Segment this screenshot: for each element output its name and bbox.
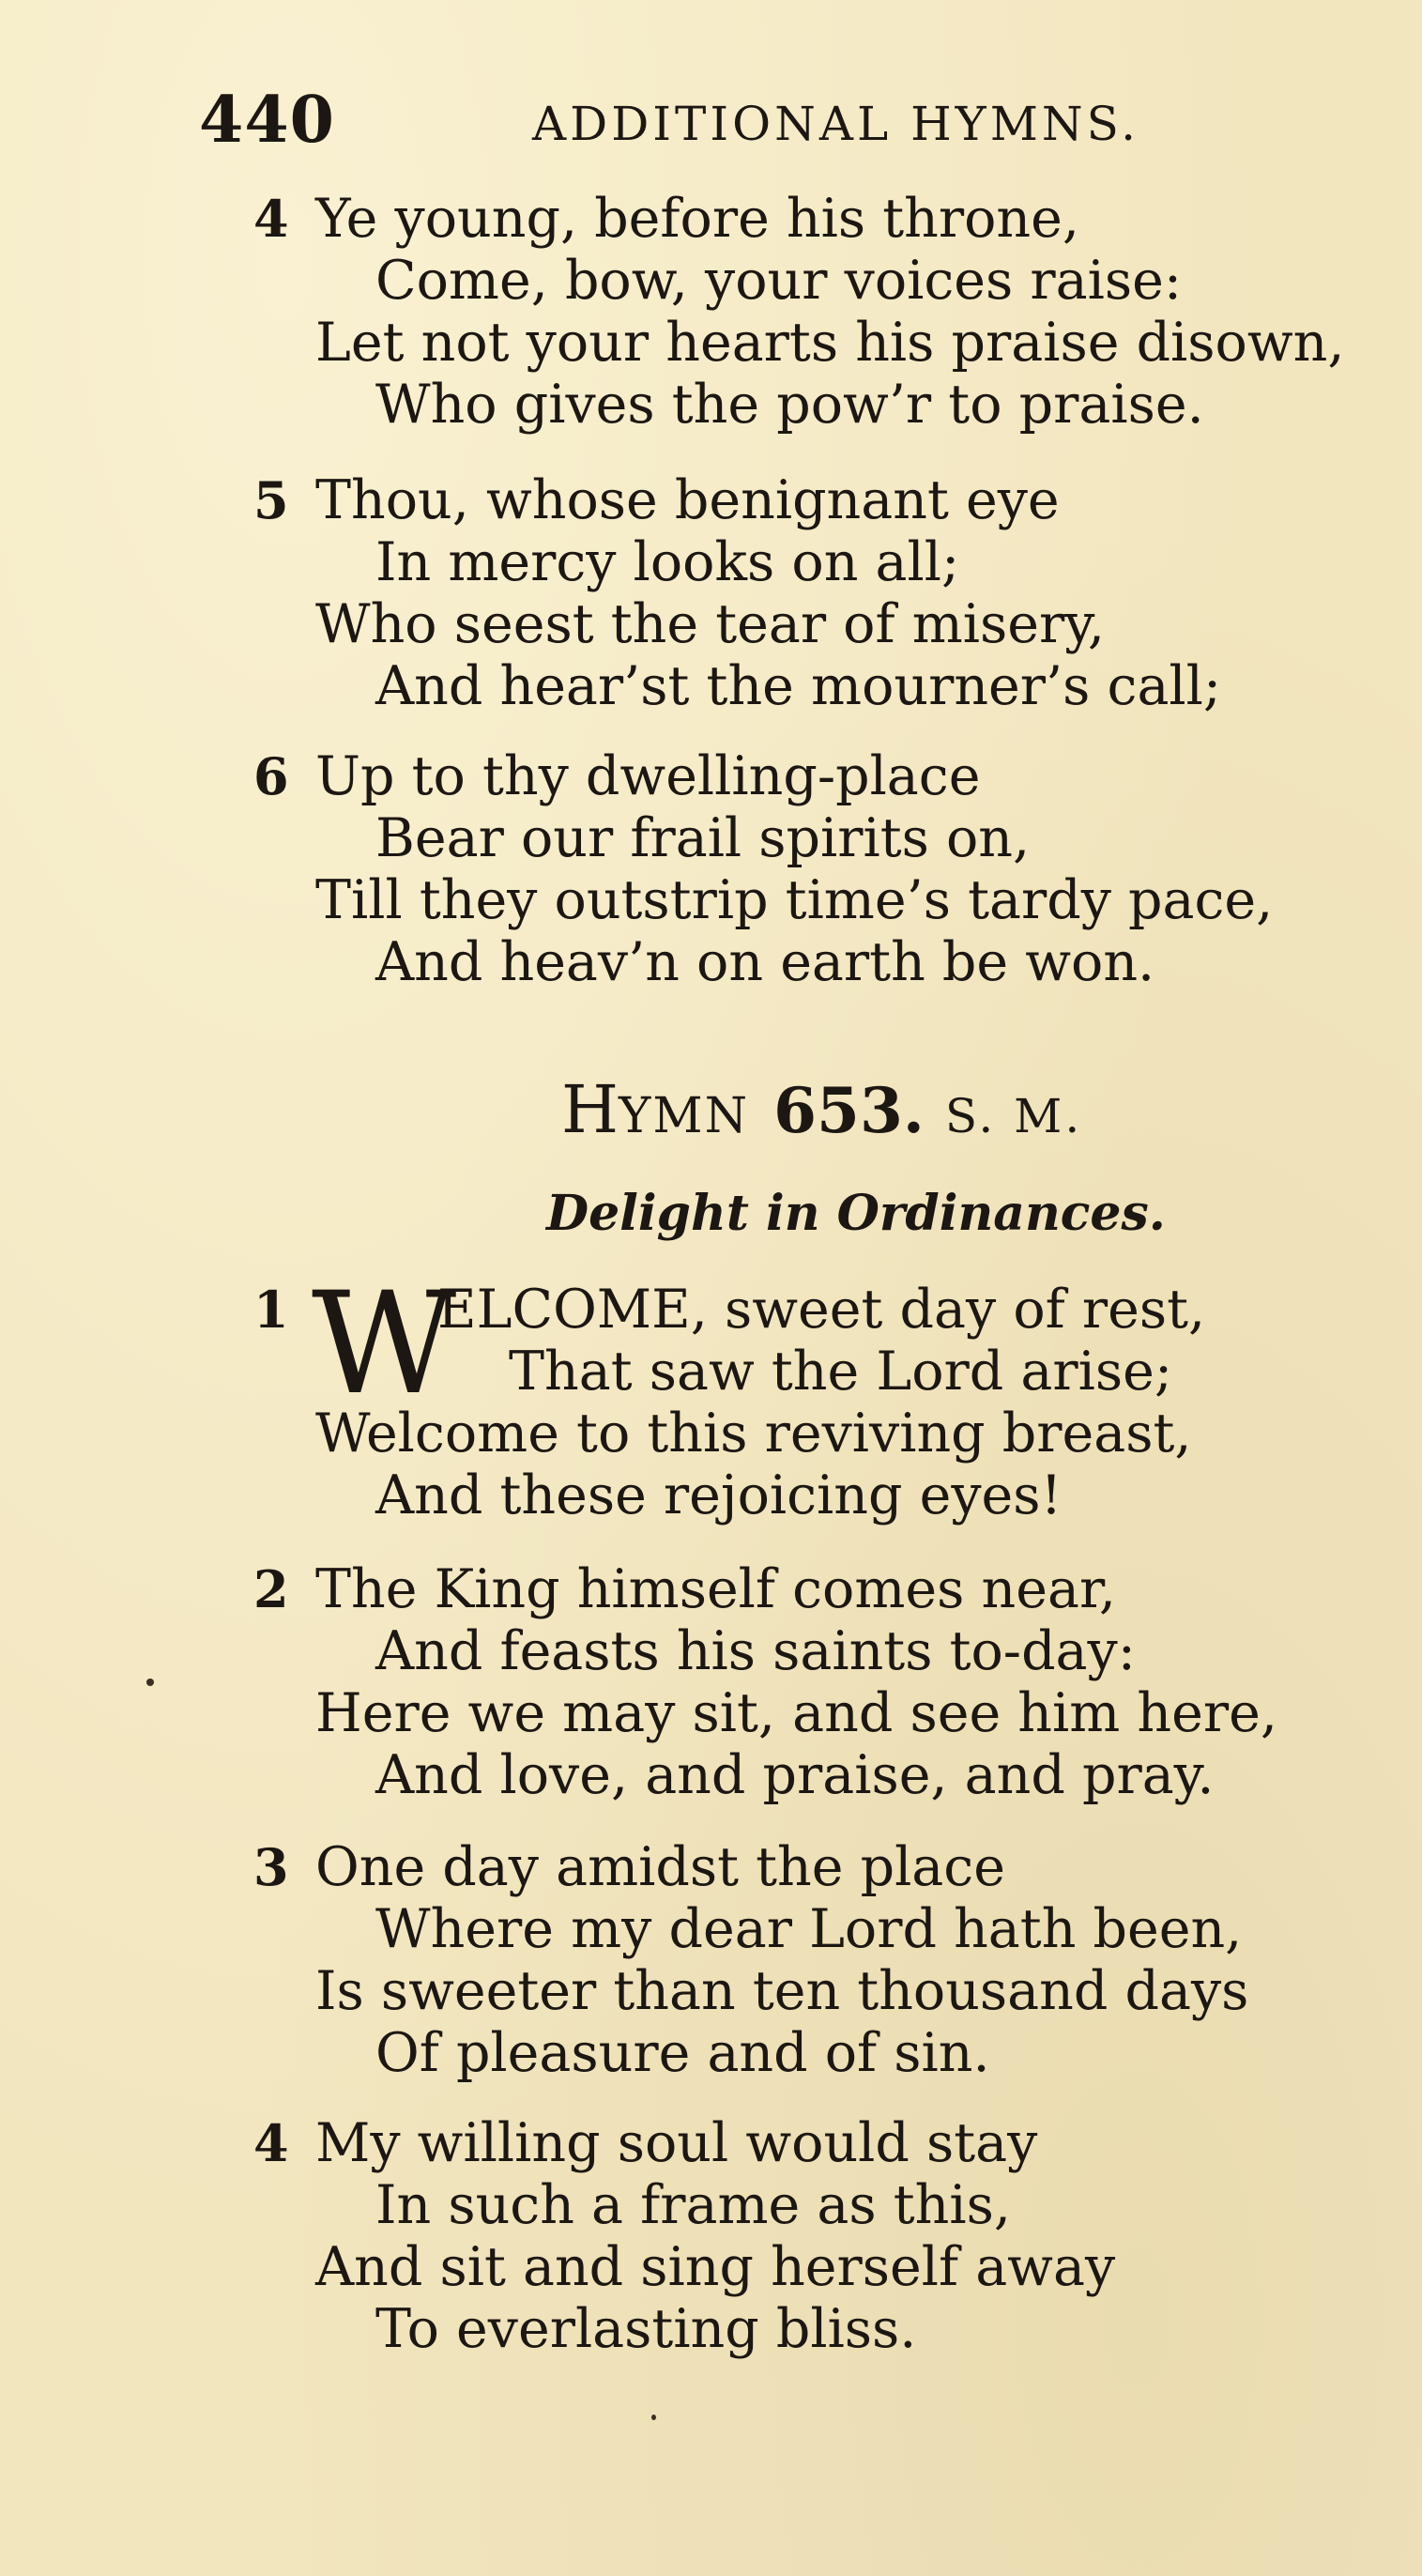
page-number: 440 <box>199 83 335 158</box>
stanza-4-prev <box>253 188 1345 436</box>
hymn-stanza-1 <box>253 1263 1231 1526</box>
stanza-line: Is sweeter than ten thousand days <box>315 1960 1249 2022</box>
stanza-number: 6 <box>253 746 289 806</box>
stanza-line: And hear’st the mourner’s call; <box>375 655 1222 717</box>
running-head: ADDITIONAL HYMNS. <box>532 97 1140 151</box>
hymn-subtitle: Delight in Ordinances. <box>546 1185 1166 1242</box>
stanza-number: 4 <box>253 2113 289 2173</box>
stanza-line: Of pleasure and of sin. <box>375 2022 990 2084</box>
hymn-stanza-4 <box>255 2112 1231 2360</box>
stanza-line: Ye young, before his throne, <box>315 188 1079 250</box>
stanza-number: 2 <box>253 1559 289 1619</box>
stanza-number: 3 <box>253 1837 289 1897</box>
hymn-meter: S. M. <box>944 1089 1083 1143</box>
stanza-line: My willing soul would stay <box>315 2112 1038 2174</box>
stanza-line: Thou, whose benignant eye <box>315 469 1060 531</box>
hymn-title-word: YMN <box>619 1088 750 1144</box>
stanza-line: That saw the Lord arise; <box>509 1341 1173 1403</box>
stanza-line: ELCOME, sweet day of rest, <box>437 1279 1206 1341</box>
hymn-stanza-3 <box>253 1836 1249 2084</box>
stanza-line: Who seest the tear of misery, <box>315 593 1105 655</box>
stanza-number: 1 <box>253 1280 289 1340</box>
stanza-line: To everlasting bliss. <box>375 2298 917 2360</box>
page-header <box>199 83 1166 158</box>
stanza-line: In mercy looks on all; <box>375 531 960 593</box>
stanza-number: 5 <box>253 470 289 530</box>
stanza-5-prev <box>255 469 1231 717</box>
stanza-line: Where my dear Lord hath been, <box>375 1898 1243 1960</box>
stanza-line: Welcome to this reviving breast, <box>315 1403 1192 1464</box>
stanza-line: The King himself comes near, <box>315 1558 1117 1620</box>
stanza-6-prev <box>253 745 1274 993</box>
stanza-line: Let not your hearts his praise disown, <box>315 312 1345 374</box>
stanza-line: Who gives the pow’r to praise. <box>375 374 1204 436</box>
drop-cap: W <box>312 1263 457 1426</box>
stanza-line: Here we may sit, and see him here, <box>315 1682 1277 1744</box>
stanza-line: Bear our frail spirits on, <box>375 807 1031 869</box>
stanza-line: Up to thy dwelling-place <box>315 745 981 807</box>
hymn-stanza-2 <box>253 1558 1277 1806</box>
stanza-line: And heav’n on earth be won. <box>375 931 1155 993</box>
stanza-line: Come, bow, your voices raise: <box>375 250 1183 312</box>
stanza-line: And love, and praise, and pray. <box>375 1744 1215 1806</box>
hymn-title-initial: H <box>561 1071 619 1148</box>
stanza-line: And feasts his saints to-day: <box>375 1620 1136 1682</box>
hymn-number: 653. <box>773 1074 925 1147</box>
stanza-line: Till they outstrip time’s tardy pace, <box>315 869 1274 931</box>
stanza-line: One day amidst the place <box>315 1836 1005 1898</box>
paper-speck <box>651 2415 656 2420</box>
stanza-line: In such a frame as this, <box>375 2174 1011 2236</box>
stanza-line: And these rejoicing eyes! <box>375 1464 1063 1526</box>
stanza-number: 4 <box>253 189 289 249</box>
stanza-line: And sit and sing herself away <box>315 2236 1116 2298</box>
hymn-title <box>561 1072 1082 1154</box>
paper-speck <box>146 1679 154 1686</box>
